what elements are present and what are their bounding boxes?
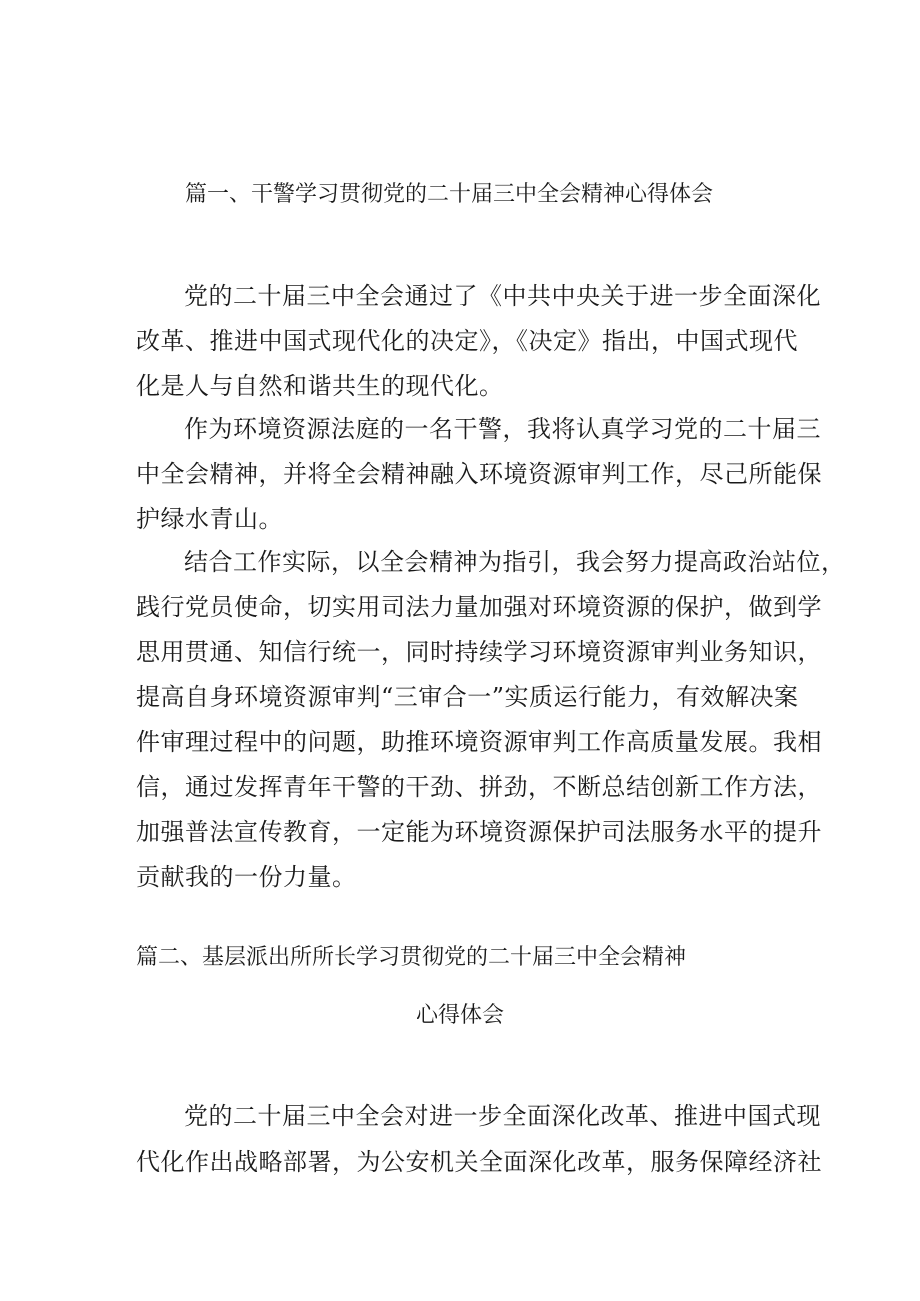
s1-p3-line7: 加强普法宣传教育，一定能为环境资源保护司法服务水平的提升 [136, 818, 822, 846]
s2-p1-line2: 代化作出战略部署，为公安机关全面深化改革，服务保障经济社 [136, 1148, 822, 1176]
s1-p2-line2: 中全会精神，并将全会精神融入环境资源审判工作，尽己所能保 [136, 460, 822, 488]
s1-p3-line3: 思用贯通、知信行统一，同时持续学习环境资源审判业务知识， [136, 638, 822, 666]
s1-p3-line5: 件审理过程中的问题，助推环境资源审判工作高质量发展。我相 [136, 728, 822, 756]
section2-title-line1: 篇二、基层派出所所长学习贯彻党的二十届三中全会精神 [136, 945, 687, 970]
s1-p3-line8: 贡献我的一份力量。 [136, 863, 357, 891]
s1-p3-line4: 提高自身环境资源审判“三审合一”实质运行能力，有效解决案 [136, 683, 799, 711]
s2-p1-line1: 党的二十届三中全会对进一步全面深化改革、推进中国式现 [184, 1102, 821, 1130]
s1-p3-line1: 结合工作实际，以全会精神为指引，我会努力提高政治站位， [184, 548, 846, 576]
section1-title: 篇一、干警学习贯彻党的二十届三中全会精神心得体会 [185, 182, 714, 207]
section2-title-line2: 心得体会 [416, 1003, 505, 1028]
s1-p3-line2: 践行党员使命，切实用司法力量加强对环境资源的保护，做到学 [136, 593, 822, 621]
s1-p2-line1: 作为环境资源法庭的一名干警，我将认真学习党的二十届三 [184, 415, 821, 443]
s1-p1-line2: 改革、推进中国式现代化的决定》，《决定》指出，中国式现代 [136, 327, 798, 355]
s1-p2-line3: 护绿水青山。 [136, 505, 283, 533]
s1-p1-line1: 党的二十届三中全会通过了《中共中央关于进一步全面深化 [184, 282, 821, 310]
s1-p1-line3: 化是人与自然和谐共生的现代化。 [136, 372, 504, 400]
s1-p3-line6: 信，通过发挥青年干警的干劲、拼劲，不断总结创新工作方法， [136, 773, 822, 801]
